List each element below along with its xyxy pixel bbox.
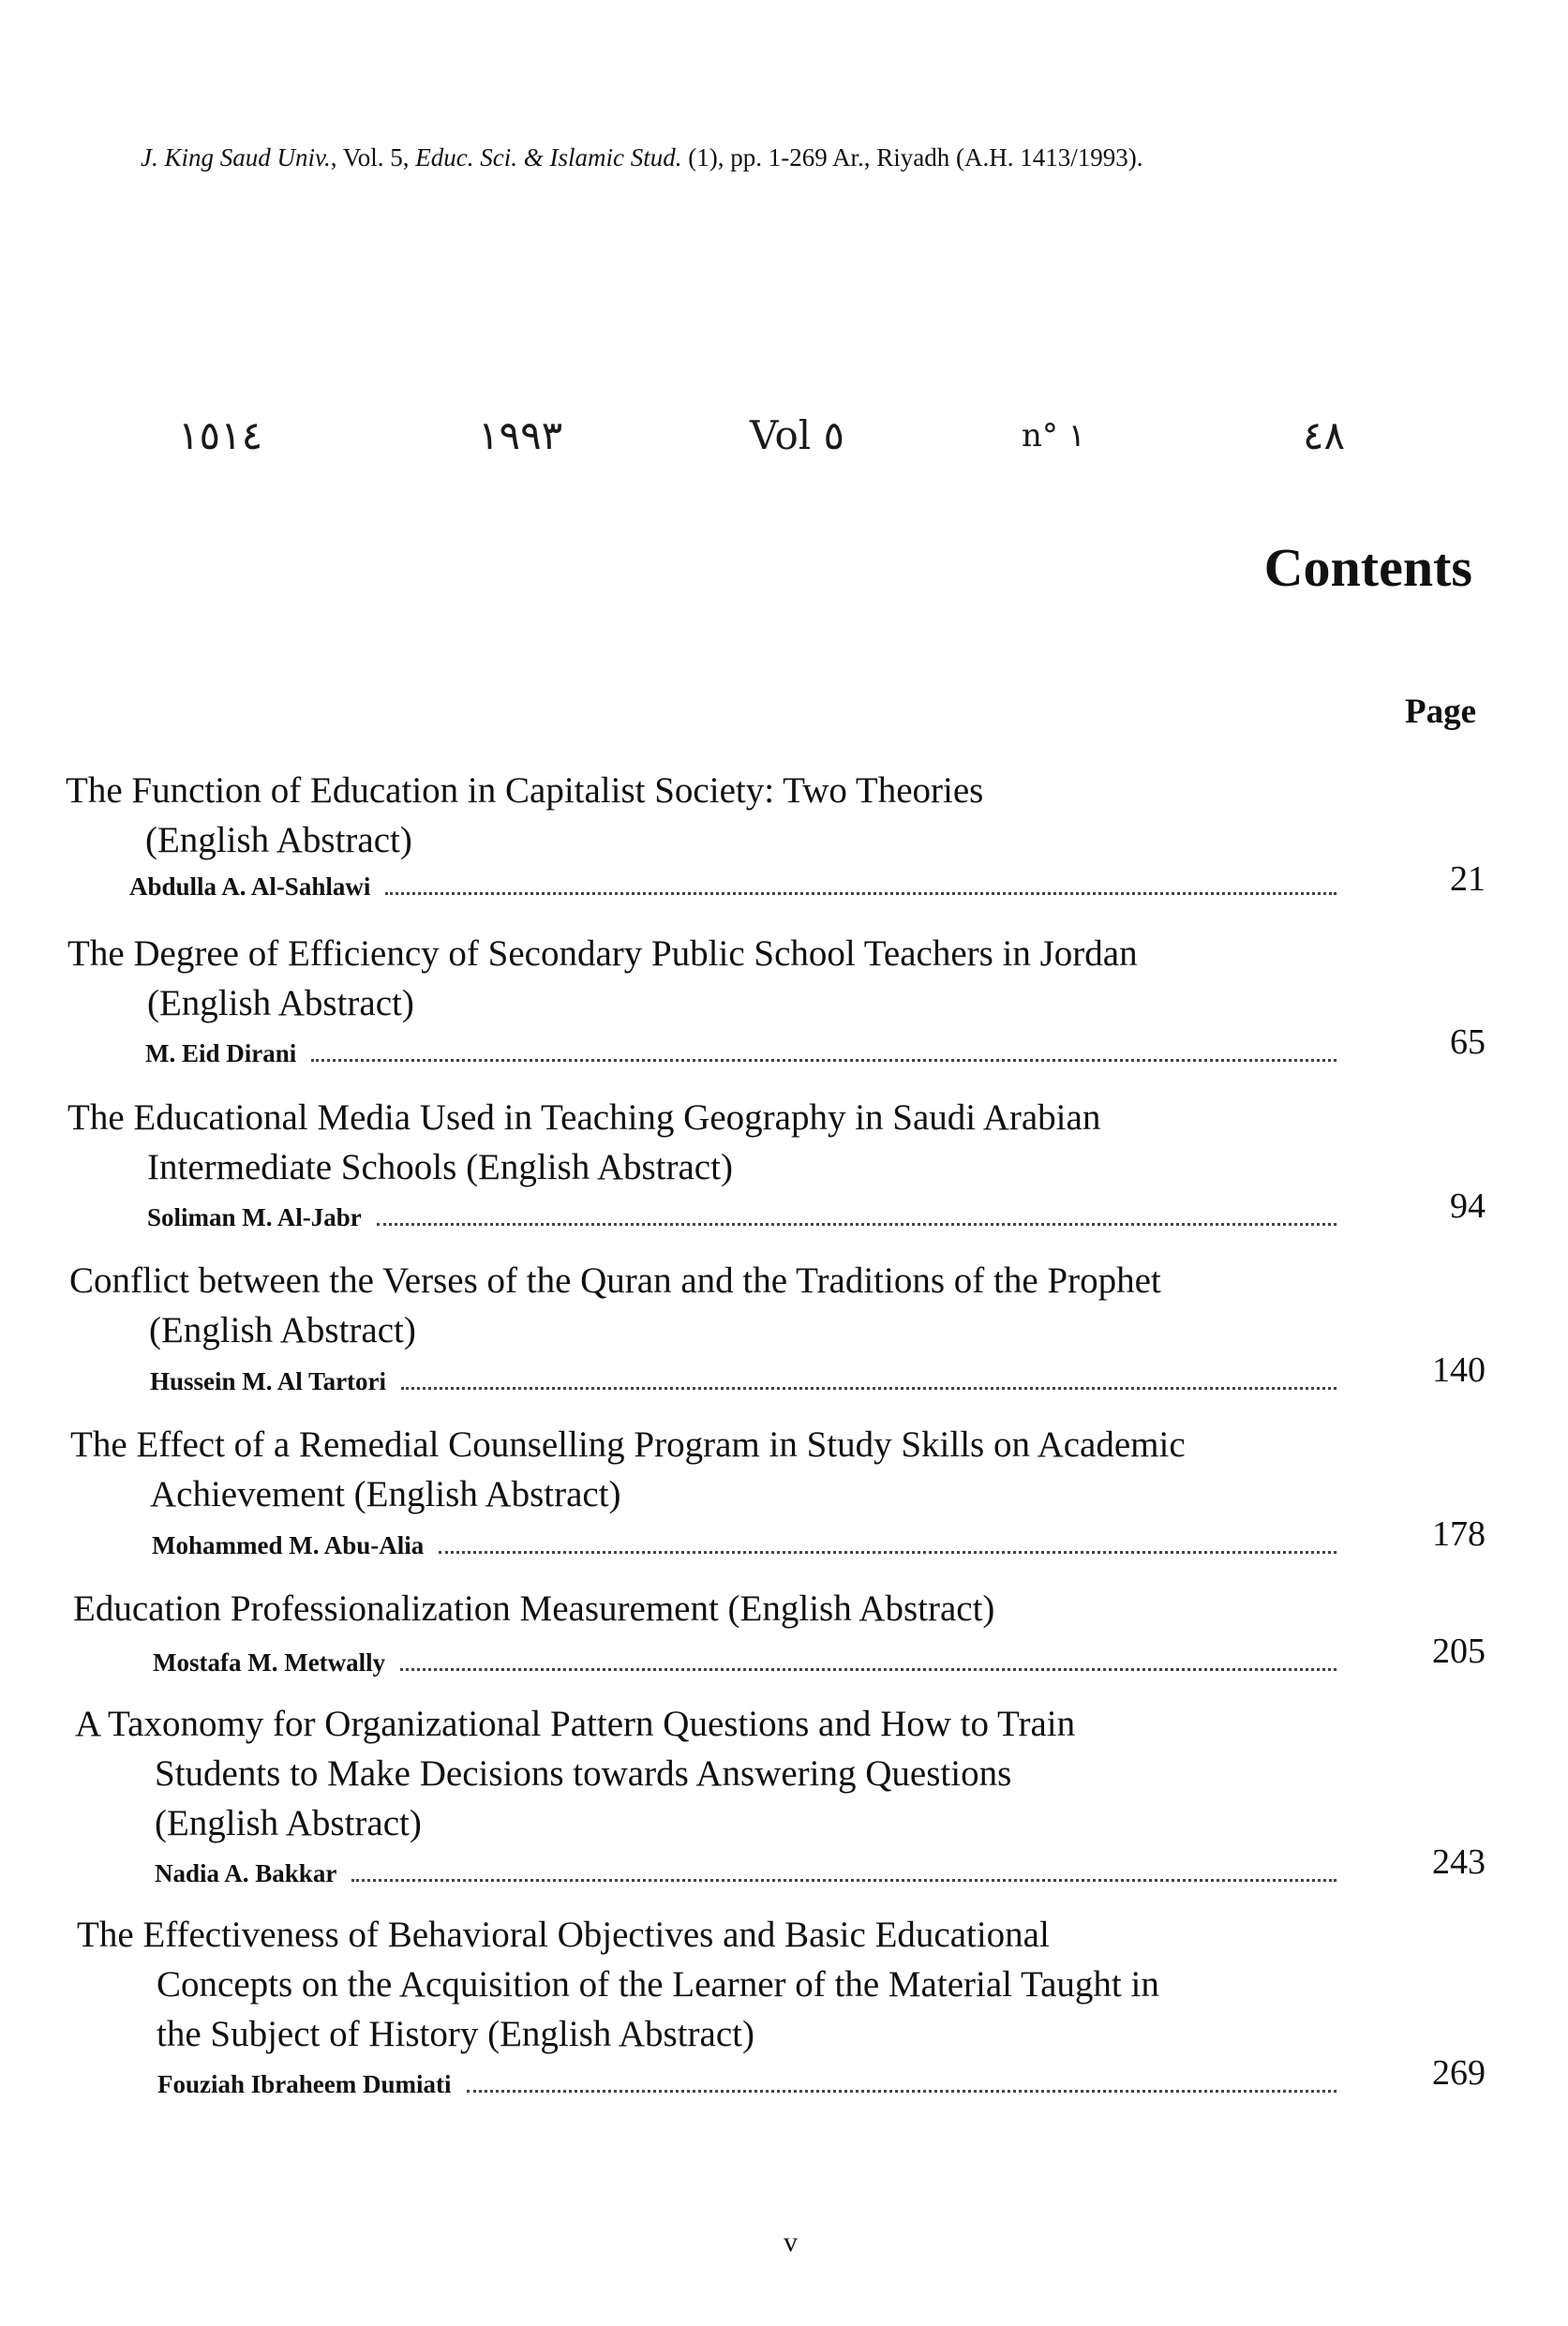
- page-folio: v: [784, 2227, 798, 2258]
- entry-title-line: the Subject of History (English Abstract): [157, 2014, 754, 2054]
- entry-author: Fouziah Ibraheem Dumiati: [157, 2070, 452, 2098]
- page-column-heading: Page: [1404, 693, 1476, 731]
- entry-author: Nadia A. Bakkar: [155, 1859, 337, 1887]
- entry-author: Hussein M. Al Tartori: [150, 1367, 387, 1395]
- journal-pages-place: (1), pp. 1-269 Ar., Riyadh (A.H. 1413/1993).: [681, 143, 1143, 171]
- handwritten-note-5: ٤٨: [1303, 412, 1346, 458]
- entry-title-line: (English Abstract): [145, 820, 412, 860]
- entry-author: M. Eid Dirani: [145, 1039, 297, 1067]
- journal-series: Educ. Sci. & Islamic Stud.: [415, 143, 682, 171]
- entry-page-number: 178: [1432, 1514, 1486, 1554]
- entry-author-row: [152, 1525, 1340, 1562]
- entry-author: Mohammed M. Abu-Alia: [152, 1531, 425, 1559]
- entry-title-line: The Function of Education in Capitalist Society: Two Theories: [66, 770, 984, 811]
- entry-title-line: Conflict between the Verses of the Quran and the Traditions of the Prophet: [69, 1260, 1161, 1301]
- entry-author: Abdulla A. Al-Sahlawi: [129, 872, 371, 901]
- entry-author-row: [153, 1642, 1340, 1679]
- entry-title-line: The Educational Media Used in Teaching Geography in Saudi Arabian: [67, 1097, 1101, 1138]
- entry-title: [66, 766, 1284, 865]
- leader-dots: [439, 1525, 1337, 1554]
- entry-page-number: 205: [1432, 1632, 1486, 1671]
- entry-title-line: Intermediate Schools (English Abstract): [147, 1147, 733, 1187]
- entry-title-line: Education Professionalization Measurement (English Abstract): [73, 1588, 995, 1629]
- leader-dots: [385, 866, 1337, 895]
- entry-page-number: 269: [1432, 2053, 1486, 2093]
- entry-author-row: [150, 1361, 1340, 1398]
- entry-title: [77, 1910, 1295, 2059]
- entry-author-row: [157, 2064, 1340, 2101]
- handwritten-note-year: ١٩٩٣: [478, 412, 563, 458]
- entry-title: [67, 1093, 1286, 1192]
- journal-name: J. King Saud Univ.: [141, 143, 331, 171]
- entry-title-line: (English Abstract): [155, 1803, 422, 1843]
- entry-title: [73, 1584, 1292, 1633]
- entry-page-number: 21: [1450, 859, 1486, 899]
- entry-title-line: (English Abstract): [147, 983, 414, 1023]
- entry-author-row: [129, 866, 1340, 903]
- leader-dots: [401, 1361, 1337, 1390]
- entry-title: [69, 1256, 1288, 1355]
- entry-title-line: Concepts on the Acquisition of the Learner of the Material Taught in: [157, 1964, 1159, 2005]
- entry-author-row: [145, 1033, 1340, 1070]
- handwritten-note-number: n° ١: [1022, 417, 1085, 455]
- entry-title-line: Students to Make Decisions towards Answering Questions: [155, 1753, 1012, 1794]
- entry-title-line: Achievement (English Abstract): [150, 1474, 621, 1514]
- leader-dots: [311, 1033, 1337, 1062]
- entry-page-number: 140: [1432, 1350, 1486, 1390]
- journal-volume: , Vol. 5,: [330, 143, 416, 171]
- entry-title-line: (English Abstract): [149, 1310, 416, 1350]
- entry-title-line: The Effect of a Remedial Counselling Program in Study Skills on Academic: [70, 1424, 1186, 1465]
- entry-author: Mostafa M. Metwally: [153, 1648, 386, 1677]
- handwritten-note-1: ١٥١٤: [178, 412, 263, 458]
- leader-dots: [351, 1853, 1337, 1882]
- entry-page-number: 65: [1450, 1022, 1486, 1062]
- entry-author: Soliman M. Al-Jabr: [147, 1203, 362, 1231]
- entry-author-row: [155, 1853, 1340, 1890]
- leader-dots: [467, 2064, 1337, 2093]
- entry-title: [75, 1699, 1293, 1848]
- entry-title-line: A Taxonomy for Organizational Pattern Questions and How to Train: [75, 1704, 1076, 1744]
- leader-dots: [400, 1642, 1337, 1671]
- entry-title-line: The Degree of Efficiency of Secondary Public School Teachers in Jordan: [67, 933, 1138, 974]
- entry-title: [70, 1420, 1289, 1519]
- entry-author-row: [147, 1197, 1340, 1234]
- journal-citation-header: [141, 142, 1509, 172]
- entry-title: [67, 929, 1286, 1028]
- entry-title-line: The Effectiveness of Behavioral Objectives and Basic Educational: [77, 1915, 1050, 1955]
- entry-page-number: 243: [1432, 1842, 1486, 1882]
- leader-dots: [377, 1197, 1337, 1226]
- contents-heading: Contents: [1263, 537, 1472, 598]
- entry-page-number: 94: [1450, 1186, 1486, 1226]
- handwritten-note-volume: Vol ٥: [750, 412, 845, 458]
